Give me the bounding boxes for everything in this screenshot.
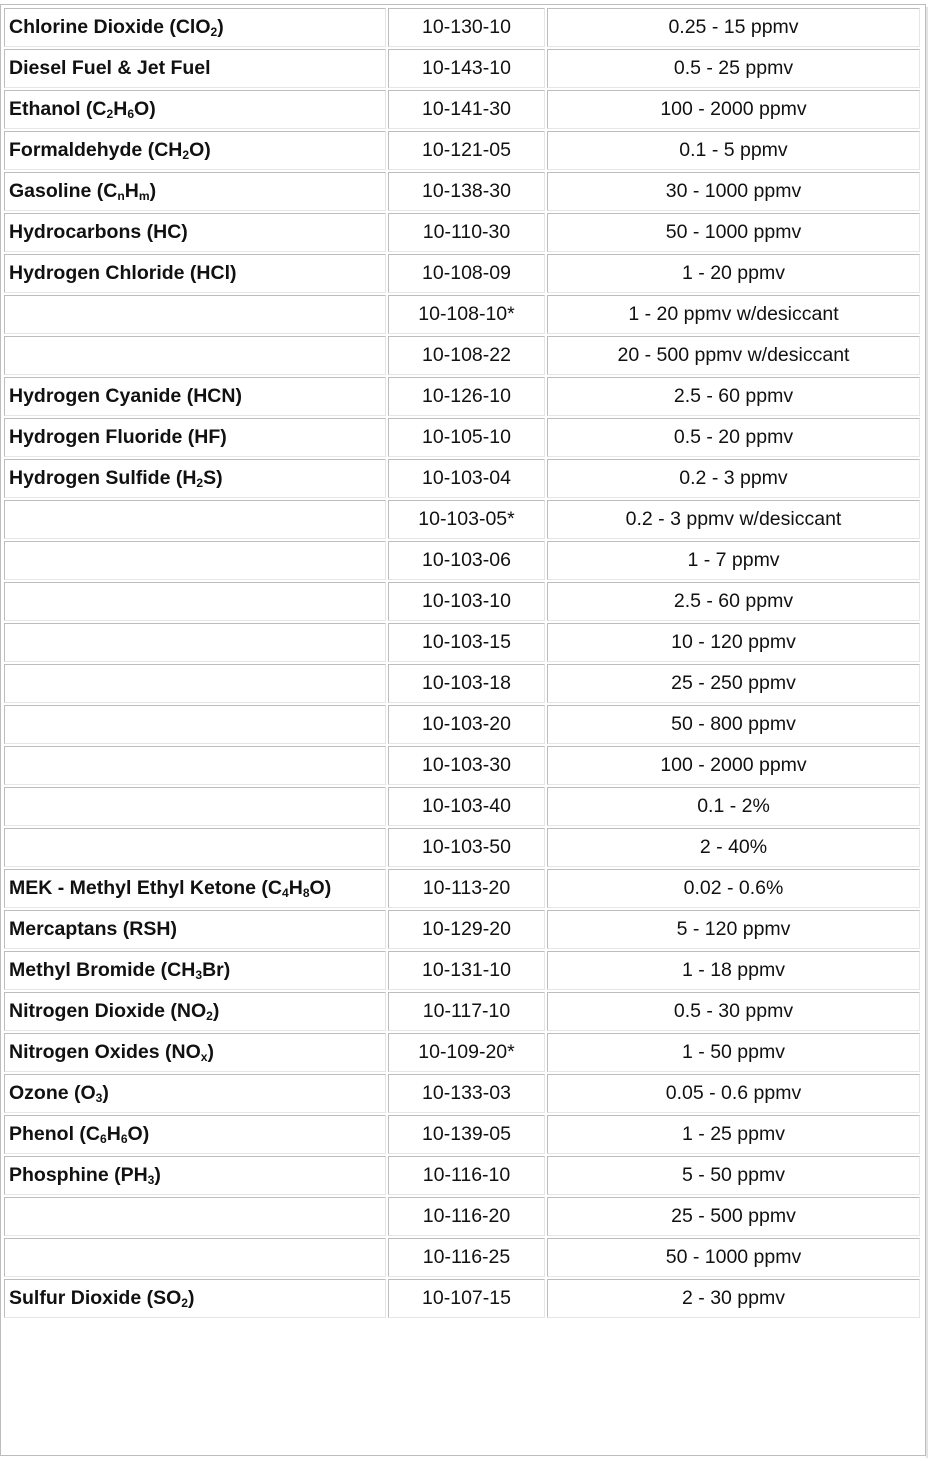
formula-subscript: 3 [95,1091,103,1106]
part-number-cell: 10-103-30 [388,746,545,785]
gas-name-cell [4,418,386,457]
measuring-range-cell: 0.2 - 3 ppmv w/desiccant [547,500,920,539]
gas-name: Nitrogen Oxides (NO [9,1041,201,1063]
part-number-cell: 10-103-05* [388,500,545,539]
formula-part: H [288,877,303,899]
formula-subscript: 2 [196,476,204,491]
table-row [4,49,920,88]
gas-name-tail: ) [154,1164,161,1186]
table-row [4,1156,920,1195]
formula-subscript: 2 [206,1009,213,1024]
table-row [4,992,920,1031]
formula-subscript: n [117,189,125,204]
gas-name: Diesel Fuel & Jet Fuel [9,57,211,79]
table-row [4,951,920,990]
measuring-range-cell: 100 - 2000 ppmv [547,746,920,785]
measuring-range-cell: 0.5 - 20 ppmv [547,418,920,457]
part-number-cell: 10-139-05 [388,1115,545,1154]
table-row [4,131,920,170]
table-row [4,377,920,416]
table-row [4,1279,920,1318]
part-number-cell: 10-107-15 [388,1279,545,1318]
formula-part: O) [127,1123,150,1145]
table-row [4,1238,920,1277]
part-number-cell: 10-138-30 [388,172,545,211]
measuring-range-cell: 2 - 30 ppmv [547,1279,920,1318]
gas-name-cell [4,1115,386,1154]
gas-name-cell [4,828,386,867]
gas-name: Ethanol (C [9,98,107,120]
gas-detector-tube-table [0,4,926,1456]
gas-name-cell [4,869,386,908]
table-row [4,213,920,252]
table-row [4,336,920,375]
gas-name-cell [4,992,386,1031]
part-number-cell: 10-143-10 [388,49,545,88]
formula-part: O) [309,877,332,899]
part-number-cell: 10-103-10 [388,582,545,621]
part-number-cell: 10-116-25 [388,1238,545,1277]
measuring-range-cell: 30 - 1000 ppmv [547,172,920,211]
measuring-range-cell: 25 - 500 ppmv [547,1197,920,1236]
table-row [4,418,920,457]
gas-name-cell [4,705,386,744]
part-number-cell: 10-113-20 [388,869,545,908]
formula-subscript: 2 [106,107,114,122]
gas-name: Hydrogen Fluoride (HF) [9,426,227,448]
measuring-range-cell: 0.2 - 3 ppmv [547,459,920,498]
part-number-cell: 10-103-15 [388,623,545,662]
measuring-range-cell: 0.5 - 30 ppmv [547,992,920,1031]
part-number-cell: 10-108-22 [388,336,545,375]
table-row [4,1115,920,1154]
gas-name-cell [4,910,386,949]
part-number-cell: 10-109-20* [388,1033,545,1072]
measuring-range-cell: 2.5 - 60 ppmv [547,582,920,621]
part-number-cell: 10-130-10 [388,8,545,47]
gas-name-cell [4,377,386,416]
gas-name: Hydrogen Cyanide (HCN) [9,385,242,407]
measuring-range-cell: 1 - 20 ppmv [547,254,920,293]
gas-name-tail: ) [217,16,224,38]
gas-name-tail: ) [102,1082,109,1104]
table-row [4,869,920,908]
gas-name: Hydrogen Sulfide (H [9,467,197,489]
gas-name-tail: Br) [202,959,231,981]
gas-name-tail: S) [203,467,223,489]
measuring-range-cell: 20 - 500 ppmv w/desiccant [547,336,920,375]
measuring-range-cell: 5 - 120 ppmv [547,910,920,949]
measuring-range-cell: 0.02 - 0.6% [547,869,920,908]
table-row [4,828,920,867]
part-number-cell: 10-105-10 [388,418,545,457]
gas-name-cell [4,500,386,539]
gas-name-cell [4,1197,386,1236]
formula-subscript: 4 [282,886,289,901]
gas-name: MEK - Methyl Ethyl Ketone (C [9,877,283,899]
table-row [4,295,920,334]
measuring-range-cell: 0.1 - 5 ppmv [547,131,920,170]
gas-name: Hydrocarbons (HC) [9,221,188,243]
table-row [4,910,920,949]
table-row [4,623,920,662]
formula-subscript: 6 [127,107,135,122]
measuring-range-cell: 2.5 - 60 ppmv [547,377,920,416]
part-number-cell: 10-103-06 [388,541,545,580]
part-number-cell: 10-126-10 [388,377,545,416]
gas-name-cell [4,131,386,170]
gas-name-cell [4,213,386,252]
formula-part: ) [149,180,157,202]
part-number-cell: 10-121-05 [388,131,545,170]
measuring-range-cell: 25 - 250 ppmv [547,664,920,703]
measuring-range-cell: 1 - 20 ppmv w/desiccant [547,295,920,334]
gas-name-cell [4,459,386,498]
gas-name-cell [4,254,386,293]
gas-name-cell [4,90,386,129]
gas-name: Ozone (O [9,1082,96,1104]
table-row [4,500,920,539]
part-number-cell: 10-103-50 [388,828,545,867]
formula-subscript: 3 [147,1173,155,1188]
part-number-cell: 10-129-20 [388,910,545,949]
part-number-cell: 10-133-03 [388,1074,545,1113]
gas-name-cell [4,49,386,88]
gas-name-cell [4,787,386,826]
gas-name-tail: ) [187,1287,195,1309]
gas-name-cell [4,623,386,662]
table-row [4,1033,920,1072]
part-number-cell: 10-110-30 [388,213,545,252]
table-row [4,8,920,47]
measuring-range-cell: 0.25 - 15 ppmv [547,8,920,47]
gas-name: Chlorine Dioxide (ClO [9,16,211,38]
gas-name: Phenol (C [9,1123,100,1145]
gas-name-cell [4,1279,386,1318]
part-number-cell: 10-103-20 [388,705,545,744]
gas-name-cell [4,1238,386,1277]
formula-part: O) [134,98,156,120]
gas-name-tail: ) [207,1041,214,1063]
part-number-cell: 10-116-20 [388,1197,545,1236]
table-row [4,664,920,703]
measuring-range-cell: 1 - 25 ppmv [547,1115,920,1154]
table-row [4,582,920,621]
measuring-range-cell: 1 - 18 ppmv [547,951,920,990]
table-row [4,541,920,580]
part-number-cell: 10-108-09 [388,254,545,293]
table-body [4,8,920,1318]
table-row [4,172,920,211]
table-row [4,1074,920,1113]
gas-name-cell [4,746,386,785]
part-number-cell: 10-103-40 [388,787,545,826]
gas-name: Mercaptans (RSH) [9,918,177,940]
part-number-cell: 10-117-10 [388,992,545,1031]
table [2,6,922,1320]
gas-name-cell [4,1033,386,1072]
part-number-cell: 10-141-30 [388,90,545,129]
gas-name-cell [4,1074,386,1113]
part-number-cell: 10-103-18 [388,664,545,703]
gas-name: Gasoline (C [9,180,118,202]
part-number-cell: 10-103-04 [388,459,545,498]
part-number-cell: 10-116-10 [388,1156,545,1195]
gas-name-cell [4,541,386,580]
gas-name: Phosphine (PH [9,1164,148,1186]
gas-name: Hydrogen Chloride (HCl) [9,262,237,284]
measuring-range-cell: 100 - 2000 ppmv [547,90,920,129]
formula-subscript: m [138,189,150,204]
table-row [4,90,920,129]
formula-subscript: 6 [120,1132,128,1147]
gas-name-cell [4,1156,386,1195]
gas-name-cell [4,172,386,211]
table-row [4,459,920,498]
table-row [4,705,920,744]
formula-subscript: x [200,1050,208,1065]
measuring-range-cell: 1 - 50 ppmv [547,1033,920,1072]
formula-subscript: 8 [302,886,310,901]
gas-name-cell [4,951,386,990]
measuring-range-cell: 0.1 - 2% [547,787,920,826]
gas-name-cell [4,582,386,621]
measuring-range-cell: 0.05 - 0.6 ppmv [547,1074,920,1113]
gas-name: Sulfur Dioxide (SO [9,1287,182,1309]
gas-name-cell [4,336,386,375]
measuring-range-cell: 50 - 800 ppmv [547,705,920,744]
measuring-range-cell: 10 - 120 ppmv [547,623,920,662]
formula-subscript: 2 [181,1296,188,1311]
formula-part: H [124,180,139,202]
measuring-range-cell: 50 - 1000 ppmv [547,1238,920,1277]
formula-subscript: 3 [195,968,203,983]
formula-part: H [113,98,128,120]
measuring-range-cell: 2 - 40% [547,828,920,867]
gas-name: Methyl Bromide (CH [9,959,196,981]
formula-subscript: 2 [182,148,190,163]
part-number-cell: 10-131-10 [388,951,545,990]
measuring-range-cell: 50 - 1000 ppmv [547,213,920,252]
gas-name-cell [4,295,386,334]
part-number-cell: 10-108-10* [388,295,545,334]
gas-name: Nitrogen Dioxide (NO [9,1000,207,1022]
table-row [4,787,920,826]
gas-name-tail: ) [212,1000,220,1022]
table-row [4,1197,920,1236]
measuring-range-cell: 0.5 - 25 ppmv [547,49,920,88]
formula-subscript: 2 [210,25,218,40]
gas-name: Formaldehyde (CH [9,139,183,161]
formula-subscript: 6 [100,1132,107,1147]
gas-name-cell [4,664,386,703]
gas-name-cell [4,8,386,47]
table-row [4,746,920,785]
table-row [4,254,920,293]
measuring-range-cell: 1 - 7 ppmv [547,541,920,580]
gas-name-tail: O) [189,139,211,161]
measuring-range-cell: 5 - 50 ppmv [547,1156,920,1195]
formula-part: H [106,1123,121,1145]
